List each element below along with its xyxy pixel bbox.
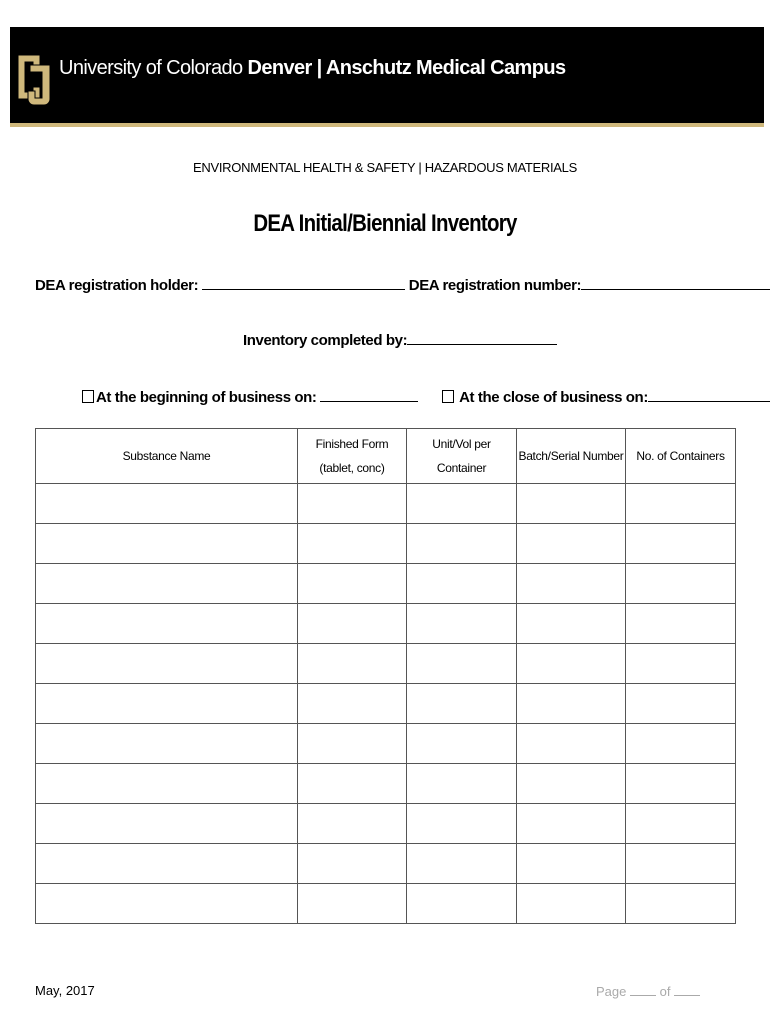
table-cell[interactable] (517, 644, 626, 684)
col-no-containers: No. of Containers (626, 429, 736, 484)
table-cell[interactable] (407, 844, 517, 884)
col-unit-vol: Unit/Vol per Container (407, 429, 517, 484)
table-cell[interactable] (517, 604, 626, 644)
table-cell[interactable] (626, 884, 736, 924)
page-title: DEA Initial/Biennial Inventory (253, 210, 517, 237)
table-cell[interactable] (517, 484, 626, 524)
table-cell[interactable] (626, 844, 736, 884)
table-cell[interactable] (407, 724, 517, 764)
department-heading: ENVIRONMENTAL HEALTH & SAFETY | HAZARDOUS MATERIALS (193, 160, 577, 175)
registration-row (35, 275, 770, 294)
table-row (36, 884, 736, 924)
page-total-field[interactable] (674, 983, 700, 996)
table-cell[interactable] (36, 724, 298, 764)
table-cell[interactable] (626, 564, 736, 604)
page-label: Page (596, 984, 627, 999)
table-cell[interactable] (36, 484, 298, 524)
table-cell[interactable] (407, 884, 517, 924)
table-row (36, 724, 736, 764)
table-cell[interactable] (407, 564, 517, 604)
table-cell[interactable] (36, 604, 298, 644)
table-cell[interactable] (517, 684, 626, 724)
col-substance-name: Substance Name (36, 429, 298, 484)
table-cell[interactable] (298, 884, 407, 924)
table-cell[interactable] (626, 724, 736, 764)
page-number (596, 983, 700, 999)
table-cell[interactable] (36, 564, 298, 604)
table-cell[interactable] (407, 684, 517, 724)
table-row (36, 564, 736, 604)
number-label: DEA registration number: (408, 277, 582, 294)
table-cell[interactable] (517, 764, 626, 804)
col-batch-serial: Batch/Serial Number (517, 429, 626, 484)
table-row (36, 684, 736, 724)
completed-by-label: Inventory completed by: (243, 332, 408, 349)
page-current-field[interactable] (630, 983, 656, 996)
of-label: of (659, 984, 671, 999)
table-cell[interactable] (36, 844, 298, 884)
table-cell[interactable] (626, 684, 736, 724)
table-cell[interactable] (626, 644, 736, 684)
table-cell[interactable] (407, 484, 517, 524)
table-cell[interactable] (407, 804, 517, 844)
table-row (36, 764, 736, 804)
cu-logo-icon (16, 49, 52, 107)
table-header-row (36, 429, 736, 484)
revision-date: May, 2017 (35, 983, 95, 998)
brand-wordmark (59, 57, 565, 80)
number-field[interactable] (581, 275, 770, 290)
table-cell[interactable] (626, 764, 736, 804)
table-cell[interactable] (36, 804, 298, 844)
table-cell[interactable] (298, 484, 407, 524)
table-cell[interactable] (298, 764, 407, 804)
close-checkbox[interactable] (442, 390, 454, 403)
table-row (36, 484, 736, 524)
table-row (36, 524, 736, 564)
table-cell[interactable] (298, 844, 407, 884)
table-row (36, 844, 736, 884)
close-label: At the close of business on: (459, 389, 648, 406)
finished-form-line2: (tablet, conc) (319, 461, 385, 475)
table-cell[interactable] (298, 684, 407, 724)
table-cell[interactable] (517, 804, 626, 844)
table-cell[interactable] (517, 844, 626, 884)
table-cell[interactable] (298, 564, 407, 604)
table-row (36, 804, 736, 844)
table-cell[interactable] (517, 524, 626, 564)
table-cell[interactable] (626, 604, 736, 644)
beginning-label: At the beginning of business on: (96, 389, 317, 406)
table-cell[interactable] (36, 684, 298, 724)
table-cell[interactable] (517, 884, 626, 924)
col-finished-form (298, 429, 407, 484)
table-cell[interactable] (407, 604, 517, 644)
table-cell[interactable] (36, 524, 298, 564)
table-cell[interactable] (36, 644, 298, 684)
table-row (36, 604, 736, 644)
completed-by-row (243, 330, 557, 349)
table-row (36, 644, 736, 684)
table-cell[interactable] (626, 484, 736, 524)
table-cell[interactable] (298, 724, 407, 764)
table-cell[interactable] (298, 524, 407, 564)
timing-row (82, 387, 770, 406)
inventory-table (35, 428, 736, 924)
table-cell[interactable] (517, 564, 626, 604)
brand-university: University of Colorado (59, 57, 248, 79)
beginning-checkbox[interactable] (82, 390, 94, 403)
close-date-field[interactable] (648, 387, 770, 402)
brand-campus: Denver | Anschutz Medical Campus (247, 57, 566, 79)
table-cell[interactable] (407, 764, 517, 804)
table-cell[interactable] (298, 604, 407, 644)
table-cell[interactable] (298, 804, 407, 844)
table-cell[interactable] (298, 644, 407, 684)
completed-by-field[interactable] (407, 330, 557, 345)
table-cell[interactable] (407, 644, 517, 684)
table-cell[interactable] (36, 884, 298, 924)
table-cell[interactable] (626, 524, 736, 564)
holder-field[interactable] (202, 275, 405, 290)
finished-form-line1: Finished Form (315, 437, 389, 451)
beginning-date-field[interactable] (320, 387, 418, 402)
table-cell[interactable] (626, 804, 736, 844)
table-cell[interactable] (407, 524, 517, 564)
table-body (36, 484, 736, 924)
holder-label: DEA registration holder: (35, 277, 199, 294)
table-cell[interactable] (517, 724, 626, 764)
table-cell[interactable] (36, 764, 298, 804)
